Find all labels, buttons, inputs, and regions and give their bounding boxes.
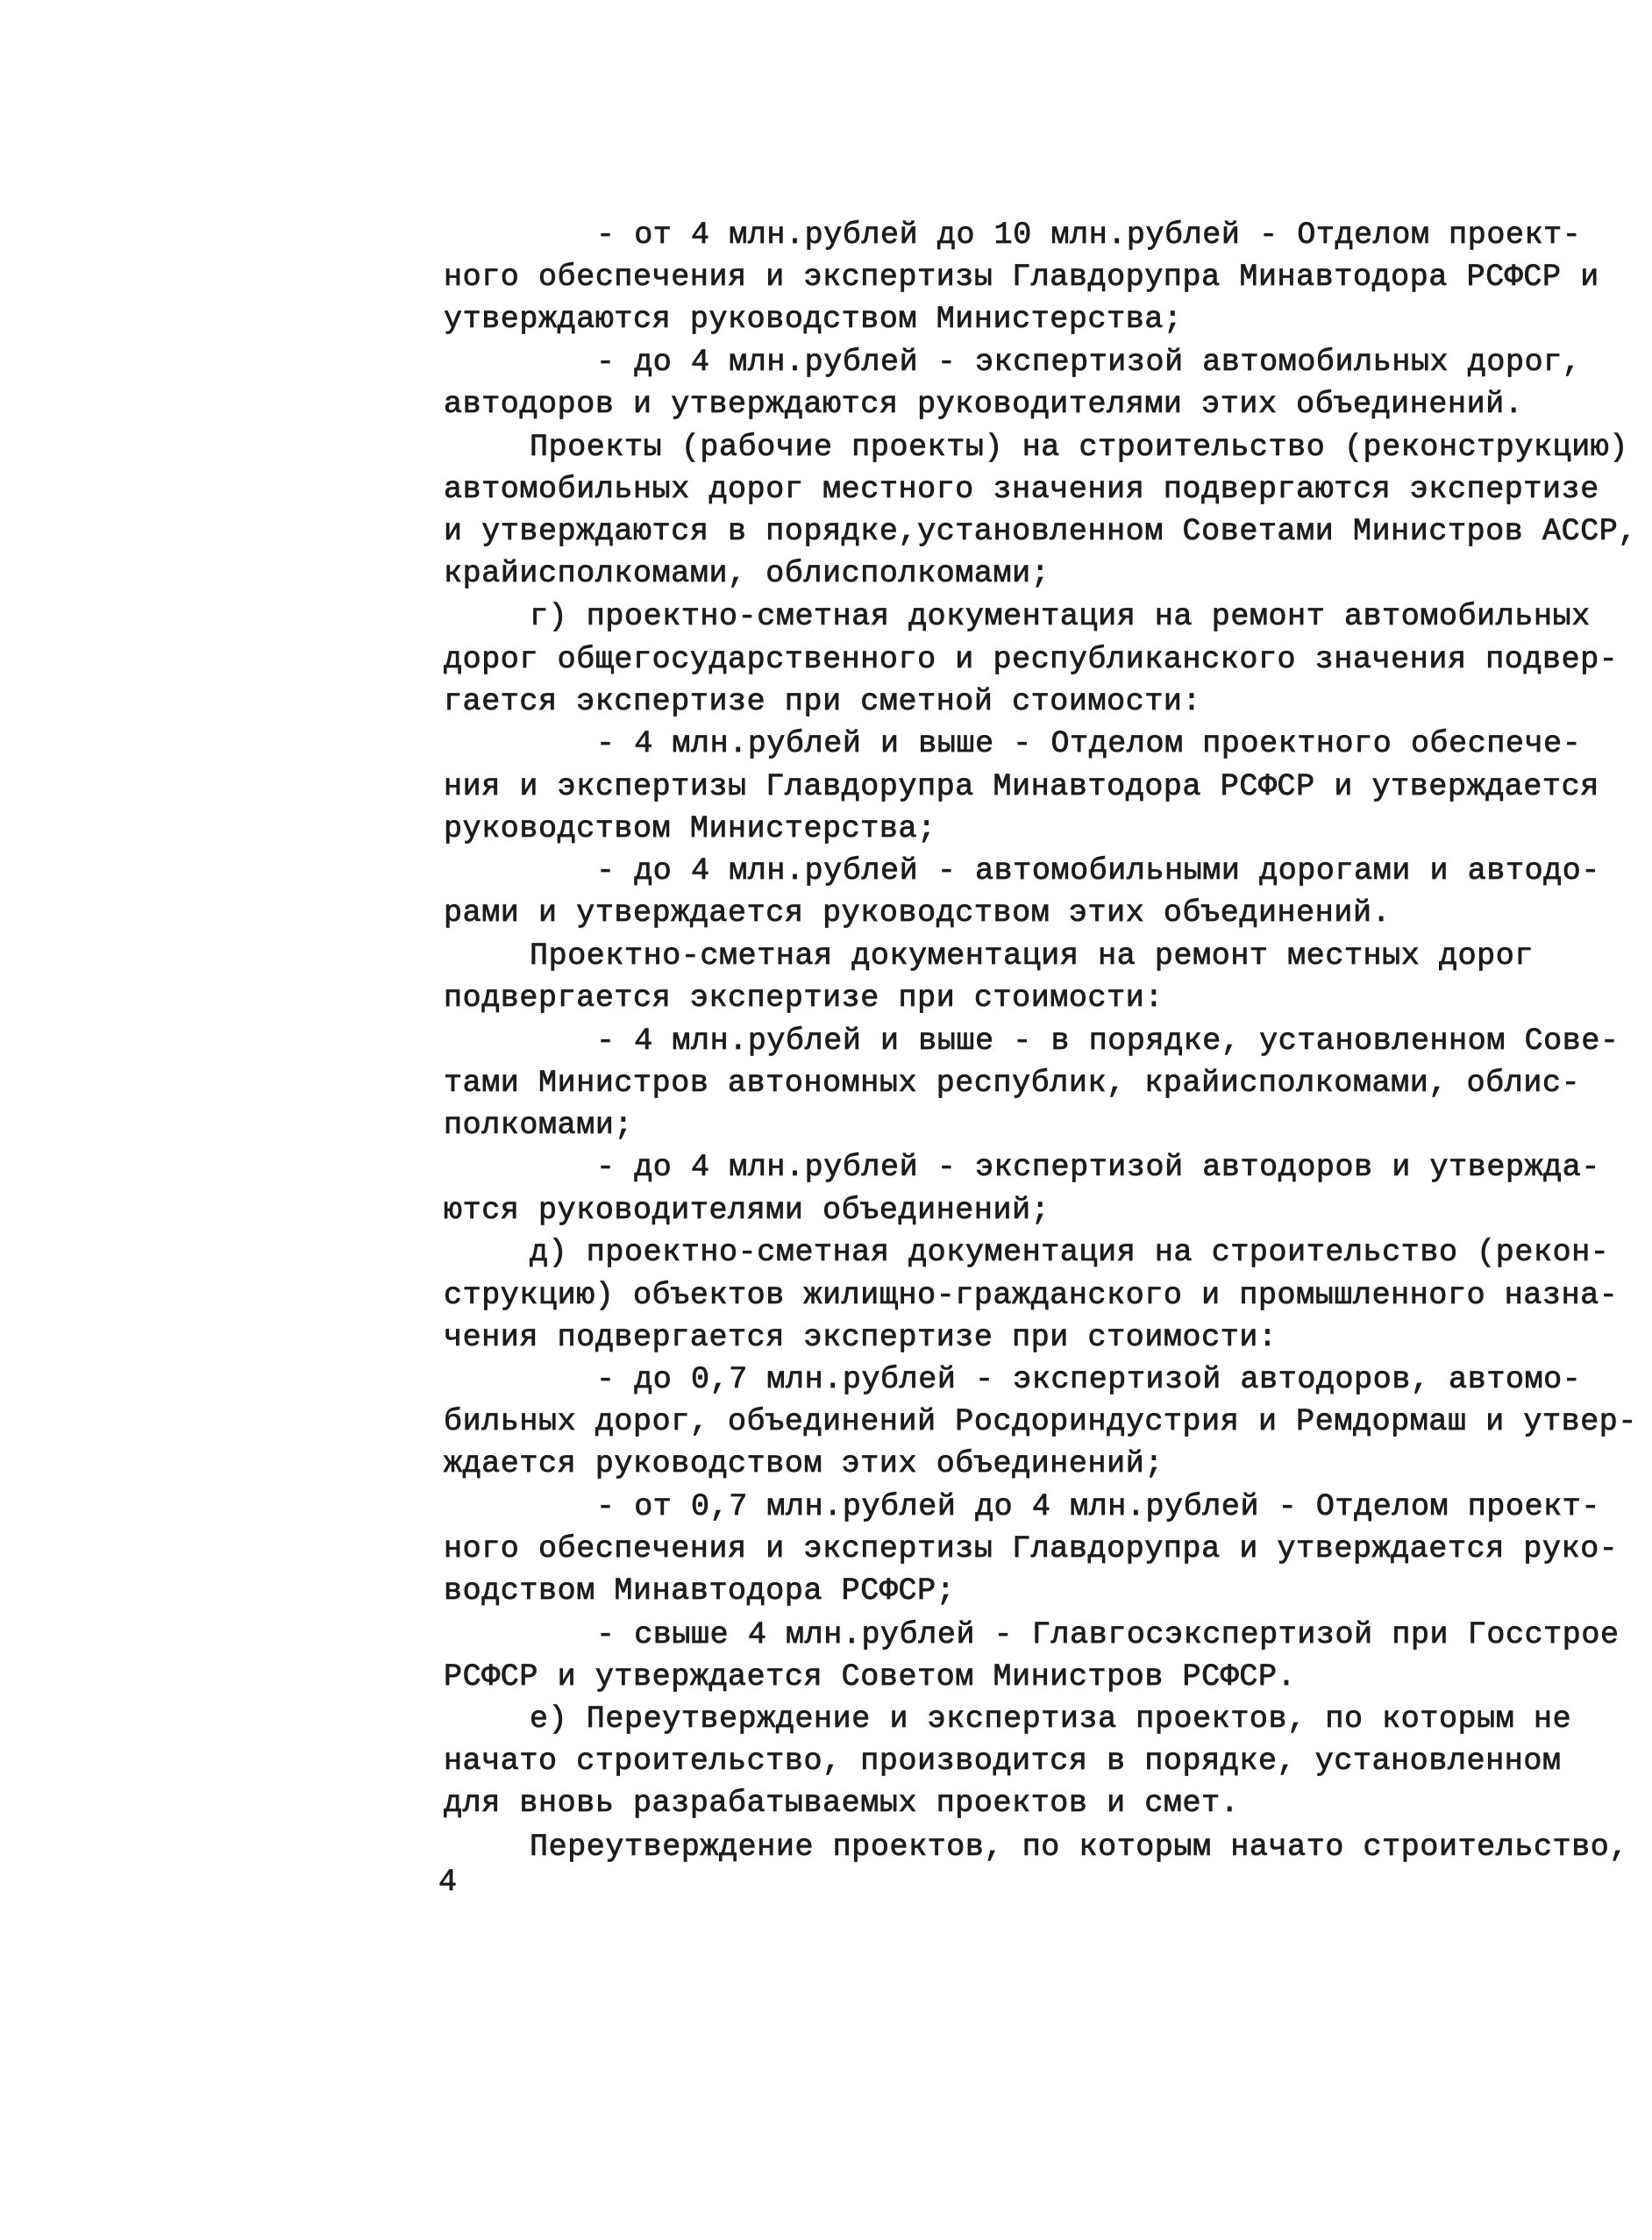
text-line: - до 0,7 млн.рублей - экспертизой автодоров, автомо-	[596, 1362, 1582, 1397]
text-line: и утверждаются в порядке,установленном Советами Министров АССР,	[444, 514, 1638, 549]
text-line: - до 4 млн.рублей - экспертизой автомобильных дорог,	[596, 345, 1582, 380]
text-line: для вновь разрабатываемых проектов и смет.	[444, 1786, 1240, 1821]
text-line: крайисполкомами, облисполкомами;	[444, 556, 1050, 591]
text-line: - от 4 млн.рублей до 10 млн.рублей - Отделом проект-	[596, 218, 1582, 253]
text-line: д) проектно-сметная документация на строительство (рекон-	[530, 1235, 1610, 1270]
text-line: утверждаются руководством Министерства;	[444, 302, 1183, 337]
text-line: бильных дорог, объединений Росдориндустрия и Ремдормаш и утвер-	[444, 1404, 1638, 1439]
text-line: - 4 млн.рублей и выше - в порядке, установленном Сове-	[596, 1024, 1620, 1059]
text-line: водством Минавтодора РСФСР;	[444, 1573, 956, 1609]
text-line: чения подвергается экспертизе при стоимости:	[444, 1320, 1278, 1355]
text-line: ного обеспечения и экспертизы Главдорупра и утверждается руко-	[444, 1531, 1619, 1566]
text-line: автомобильных дорог местного значения подвергаются экспертизе	[444, 472, 1599, 507]
text-line: ного обеспечения и экспертизы Главдорупра Минавтодора РСФСР и	[444, 260, 1599, 295]
text-line: е) Переутверждение и экспертиза проектов, по которым не	[530, 1701, 1572, 1737]
text-line: начато строительство, производится в порядке, установленном	[444, 1744, 1562, 1779]
text-line: тами Министров автономных республик, крайисполкомами, облис-	[444, 1066, 1581, 1101]
text-line: автодоров и утверждаются руководителями этих объединений.	[444, 387, 1524, 422]
page-number: 4	[438, 1865, 458, 1900]
text-line: дорог общегосударственного и республиканского значения подвер-	[444, 642, 1619, 677]
text-line: струкцию) объектов жилищно-гражданского и промышленного назна-	[444, 1278, 1619, 1313]
text-line: - свыше 4 млн.рублей - Главгосэкспертизой при Госстрое	[596, 1617, 1620, 1652]
text-line: г) проектно-сметная документация на ремонт автомобильных	[530, 599, 1591, 634]
text-line: руководством Министерства;	[444, 811, 936, 846]
text-line: Проектно-сметная документация на ремонт местных дорог	[530, 938, 1534, 974]
text-line: ются руководителями объединений;	[444, 1193, 1050, 1228]
text-line: подвергается экспертизе при стоимости:	[444, 981, 1164, 1016]
text-line: - до 4 млн.рублей - экспертизой автодоров и утвержда-	[596, 1150, 1600, 1185]
text-line: полкомами;	[444, 1108, 634, 1143]
text-line: Проекты (рабочие проекты) на строительство (реконструкцию)	[530, 430, 1628, 465]
text-line: рами и утверждается руководством этих объединений.	[444, 895, 1392, 931]
text-line: гается экспертизе при сметной стоимости:	[444, 684, 1202, 719]
text-line: ждается руководством этих объединений;	[444, 1446, 1164, 1481]
text-line: Переутверждение проектов, по которым начато строительство,	[530, 1830, 1628, 1865]
text-line: - от 0,7 млн.рублей до 4 млн.рублей - Отделом проект-	[596, 1489, 1600, 1524]
text-line: ния и экспертизы Главдорупра Минавтодора РСФСР и утверждается	[444, 769, 1599, 804]
text-line: РСФСР и утверждается Советом Министров РСФСР.	[444, 1659, 1297, 1694]
text-line: - до 4 млн.рублей - автомобильными дорогами и автодо-	[596, 853, 1600, 888]
text-line: - 4 млн.рублей и выше - Отделом проектного обеспече-	[596, 726, 1582, 761]
